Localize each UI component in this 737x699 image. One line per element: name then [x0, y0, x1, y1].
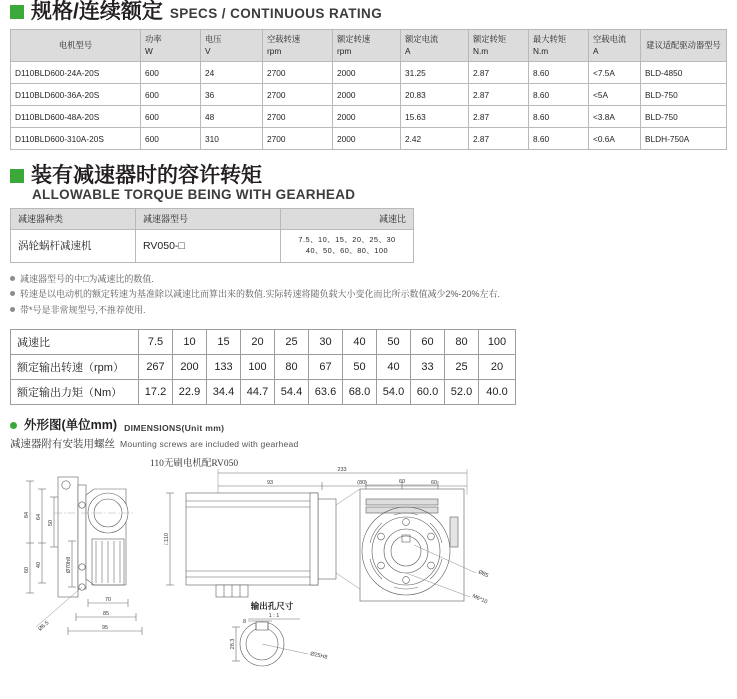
- specs-col-max-torque: 最大转矩 N.m: [529, 30, 589, 62]
- cell-speed: 100: [241, 354, 275, 379]
- cell-voltage: 48: [201, 106, 263, 128]
- dim-85: 85: [102, 610, 110, 617]
- cell-rated-torque: 2.87: [469, 128, 529, 150]
- specs-col-rated-current: 额定电流 A: [401, 30, 469, 62]
- specs-title-cn: 规格/连续额定: [31, 0, 163, 23]
- mounting-note-cn: 减速器附有安装用螺丝: [10, 437, 115, 450]
- cell-ratio: 40: [343, 329, 377, 354]
- cell-noload-speed: 2700: [263, 84, 333, 106]
- cell-power: 600: [141, 128, 201, 150]
- cell-ratio: 20: [241, 329, 275, 354]
- cell-noload-speed: 2700: [263, 62, 333, 84]
- cell-ratio: 10: [173, 329, 207, 354]
- dim-motor-body: □110: [164, 532, 170, 545]
- cell-rated-speed: 2000: [333, 84, 401, 106]
- cell-rated-torque: 2.87: [469, 106, 529, 128]
- gearhead-header-row: [11, 208, 414, 229]
- cell-max-torque: 8.60: [529, 84, 589, 106]
- bullet-icon: [10, 291, 15, 296]
- cell-voltage: 310: [201, 128, 263, 150]
- cell-noload-current: <3.8A: [589, 106, 641, 128]
- cell-rated-current: 31.25: [401, 62, 469, 84]
- bullet-icon: [10, 307, 15, 312]
- cell-torque: 54.4: [275, 379, 309, 404]
- cell-model: D110BLD600-310A-20S: [11, 128, 141, 150]
- cell-ratio: 80: [445, 329, 479, 354]
- note-text: 带*号是非常规型号,不推荐使用.: [20, 305, 146, 316]
- cell-max-torque: 8.60: [529, 62, 589, 84]
- cell-noload-speed: 2700: [263, 106, 333, 128]
- cell-speed: 33: [411, 354, 445, 379]
- cell-speed: 200: [173, 354, 207, 379]
- dim-84: 84: [24, 511, 30, 518]
- cell-model: D110BLD600-24A-20S: [11, 62, 141, 84]
- cell-rated-torque: 2.87: [469, 62, 529, 84]
- cell-rated-current: 2.42: [401, 128, 469, 150]
- dim-40: 40: [36, 561, 42, 568]
- cell-noload-current: <5A: [589, 84, 641, 106]
- table-row: [11, 229, 414, 262]
- cell-model: D110BLD600-36A-20S: [11, 84, 141, 106]
- dim-233: 233: [337, 466, 347, 473]
- dim-60-top: 60: [430, 479, 438, 486]
- dimensions-title-cn: 外形图(单位mm): [24, 417, 118, 432]
- cell-driver: BLD-750: [641, 84, 727, 106]
- table-row: [11, 128, 727, 150]
- dim-95: 95: [101, 624, 109, 631]
- cell-speed: 25: [445, 354, 479, 379]
- notes-list: [10, 272, 727, 319]
- table-row: [11, 62, 727, 84]
- cell-rated-speed: 2000: [333, 128, 401, 150]
- table-row: [11, 84, 727, 106]
- gearhead-title-cn: 装有减速器时的容许转矩: [31, 164, 262, 188]
- cell-ratio: 60: [411, 329, 445, 354]
- specs-title-en: SPECS / CONTINUOUS RATING: [169, 6, 383, 22]
- specs-col-noload-speed: 空载转速 rpm: [263, 30, 333, 62]
- gearhead-table: [10, 208, 414, 263]
- dim-hole-dia: Ø6.5: [37, 619, 51, 633]
- cell-torque: 44.7: [241, 379, 275, 404]
- dim-bore-dia: Ø25H8: [309, 650, 328, 661]
- cell-torque: 52.0: [445, 379, 479, 404]
- cell-ratio: 15: [207, 329, 241, 354]
- cell-noload-current: <7.5A: [589, 62, 641, 84]
- ratio-speed-torque-table: [10, 329, 516, 405]
- dim-thread: M6*10: [471, 593, 489, 606]
- cell-ratio: 30: [309, 329, 343, 354]
- note-text: 转速是以电动机的额定转速为基准除以减速比而算出来的数值.实际转速将随负载大小变化而比所示数值减少2%-20%左右.: [20, 289, 501, 300]
- dim-60-right: 60: [398, 478, 406, 485]
- cell-rated-current: 20.83: [401, 84, 469, 106]
- dimension-drawing: [10, 455, 727, 670]
- bullet-icon: [10, 276, 15, 281]
- cell-torque: 60.0: [411, 379, 445, 404]
- specs-col-noload-current: 空载电流 A: [589, 30, 641, 62]
- specs-section-heading: [10, 0, 727, 23]
- cell-power: 600: [141, 106, 201, 128]
- cell-max-torque: 8.60: [529, 106, 589, 128]
- note-item: [10, 287, 727, 303]
- cell-ratio: 7.5: [139, 329, 173, 354]
- cell-speed: 133: [207, 354, 241, 379]
- dim-key-width: 8: [242, 618, 246, 625]
- row-label: 减速比: [11, 329, 139, 354]
- cell-model: D110BLD600-48A-20S: [11, 106, 141, 128]
- cell-torque: 34.4: [207, 379, 241, 404]
- cell-voltage: 36: [201, 84, 263, 106]
- cell-rated-speed: 2000: [333, 62, 401, 84]
- row-label: 额定输出转速（rpm）: [11, 354, 139, 379]
- gearhead-col-type: 减速器种类: [11, 208, 136, 229]
- drawing-svg: [10, 455, 727, 670]
- cell-noload-current: <0.6A: [589, 128, 641, 150]
- table-row-speed: [11, 354, 516, 379]
- cell-torque: 68.0: [343, 379, 377, 404]
- cell-speed: 40: [377, 354, 411, 379]
- cell-speed: 20: [479, 354, 516, 379]
- mounting-note-en: Mounting screws are included with gearhead: [120, 438, 299, 449]
- cell-noload-speed: 2700: [263, 128, 333, 150]
- green-square-icon: [10, 5, 24, 19]
- table-row: [11, 106, 727, 128]
- specs-col-model: 电机型号: [11, 30, 141, 62]
- dim-80: (80): [357, 479, 367, 486]
- cell-ratio: 50: [377, 329, 411, 354]
- table-row-torque: [11, 379, 516, 404]
- cell-rated-torque: 2.87: [469, 84, 529, 106]
- dim-70: 70: [104, 596, 112, 603]
- detail-title: 输出孔尺寸: [250, 600, 294, 611]
- specs-col-rated-speed: 额定转速 rpm: [333, 30, 401, 62]
- cell-rated-current: 15.63: [401, 106, 469, 128]
- cell-torque: 54.0: [377, 379, 411, 404]
- cell-voltage: 24: [201, 62, 263, 84]
- gearhead-title-en: ALLOWABLE TORQUE BEING WITH GEARHEAD: [32, 187, 356, 203]
- note-text: 减速器型号的中□为减速比的数值.: [20, 273, 154, 284]
- cell-rated-speed: 2000: [333, 106, 401, 128]
- cell-max-torque: 8.60: [529, 128, 589, 150]
- gearhead-col-model: 减速器型号: [136, 208, 281, 229]
- gearhead-col-ratio: 减速比: [281, 208, 414, 229]
- dim-bolt-circle: Ø85: [477, 569, 490, 579]
- dim-93: 93: [266, 479, 274, 486]
- specs-table: [10, 29, 727, 150]
- cell-speed: 80: [275, 354, 309, 379]
- specs-col-voltage: 电压 V: [201, 30, 263, 62]
- specs-col-driver: 建议适配驱动器型号: [641, 30, 727, 62]
- specs-col-power: 功率 W: [141, 30, 201, 62]
- dimensions-section-heading: [10, 419, 727, 451]
- cell-torque: 40.0: [479, 379, 516, 404]
- cell-gearhead-type: 涡轮蜗杆减速机: [11, 229, 136, 262]
- table-row-ratio: [11, 329, 516, 354]
- cell-power: 600: [141, 62, 201, 84]
- dim-60-left: 60: [24, 566, 30, 573]
- row-label: 额定输出力矩（Nm）: [11, 379, 139, 404]
- dimensions-title-en: DIMENSIONS(Unit mm): [124, 422, 225, 433]
- dim-flange-dia: Ø70h8: [66, 556, 72, 573]
- green-dot-icon: [10, 422, 17, 429]
- cell-torque: 22.9: [173, 379, 207, 404]
- cell-torque: 63.6: [309, 379, 343, 404]
- dim-64: 64: [36, 513, 42, 520]
- cell-driver: BLD-4850: [641, 62, 727, 84]
- ratios-line-1: 7.5、10、15、20、25、30: [298, 234, 396, 244]
- cell-speed: 50: [343, 354, 377, 379]
- cell-ratio: 25: [275, 329, 309, 354]
- dim-50: 50: [48, 519, 54, 526]
- ratios-line-2: 40、50、60、80、100: [305, 245, 389, 255]
- specs-header-row: [11, 30, 727, 62]
- cell-ratio: 100: [479, 329, 516, 354]
- gearhead-section-heading: [10, 164, 727, 187]
- cell-speed: 267: [139, 354, 173, 379]
- cell-torque: 17.2: [139, 379, 173, 404]
- cell-driver: BLD-750: [641, 106, 727, 128]
- cell-power: 600: [141, 84, 201, 106]
- cell-gearhead-ratios: [281, 229, 414, 262]
- specs-col-rated-torque: 额定转矩 N.m: [469, 30, 529, 62]
- drawing-caption: 110无刷电机配RV050: [150, 458, 239, 469]
- cell-driver: BLDH-750A: [641, 128, 727, 150]
- dim-bore-height: 28.3: [230, 638, 236, 650]
- note-item: [10, 303, 727, 319]
- detail-scale: 1 : 1: [268, 612, 280, 619]
- cell-speed: 67: [309, 354, 343, 379]
- note-item: [10, 272, 727, 288]
- green-square-icon: [10, 169, 24, 183]
- cell-gearhead-model: RV050-□: [136, 229, 281, 262]
